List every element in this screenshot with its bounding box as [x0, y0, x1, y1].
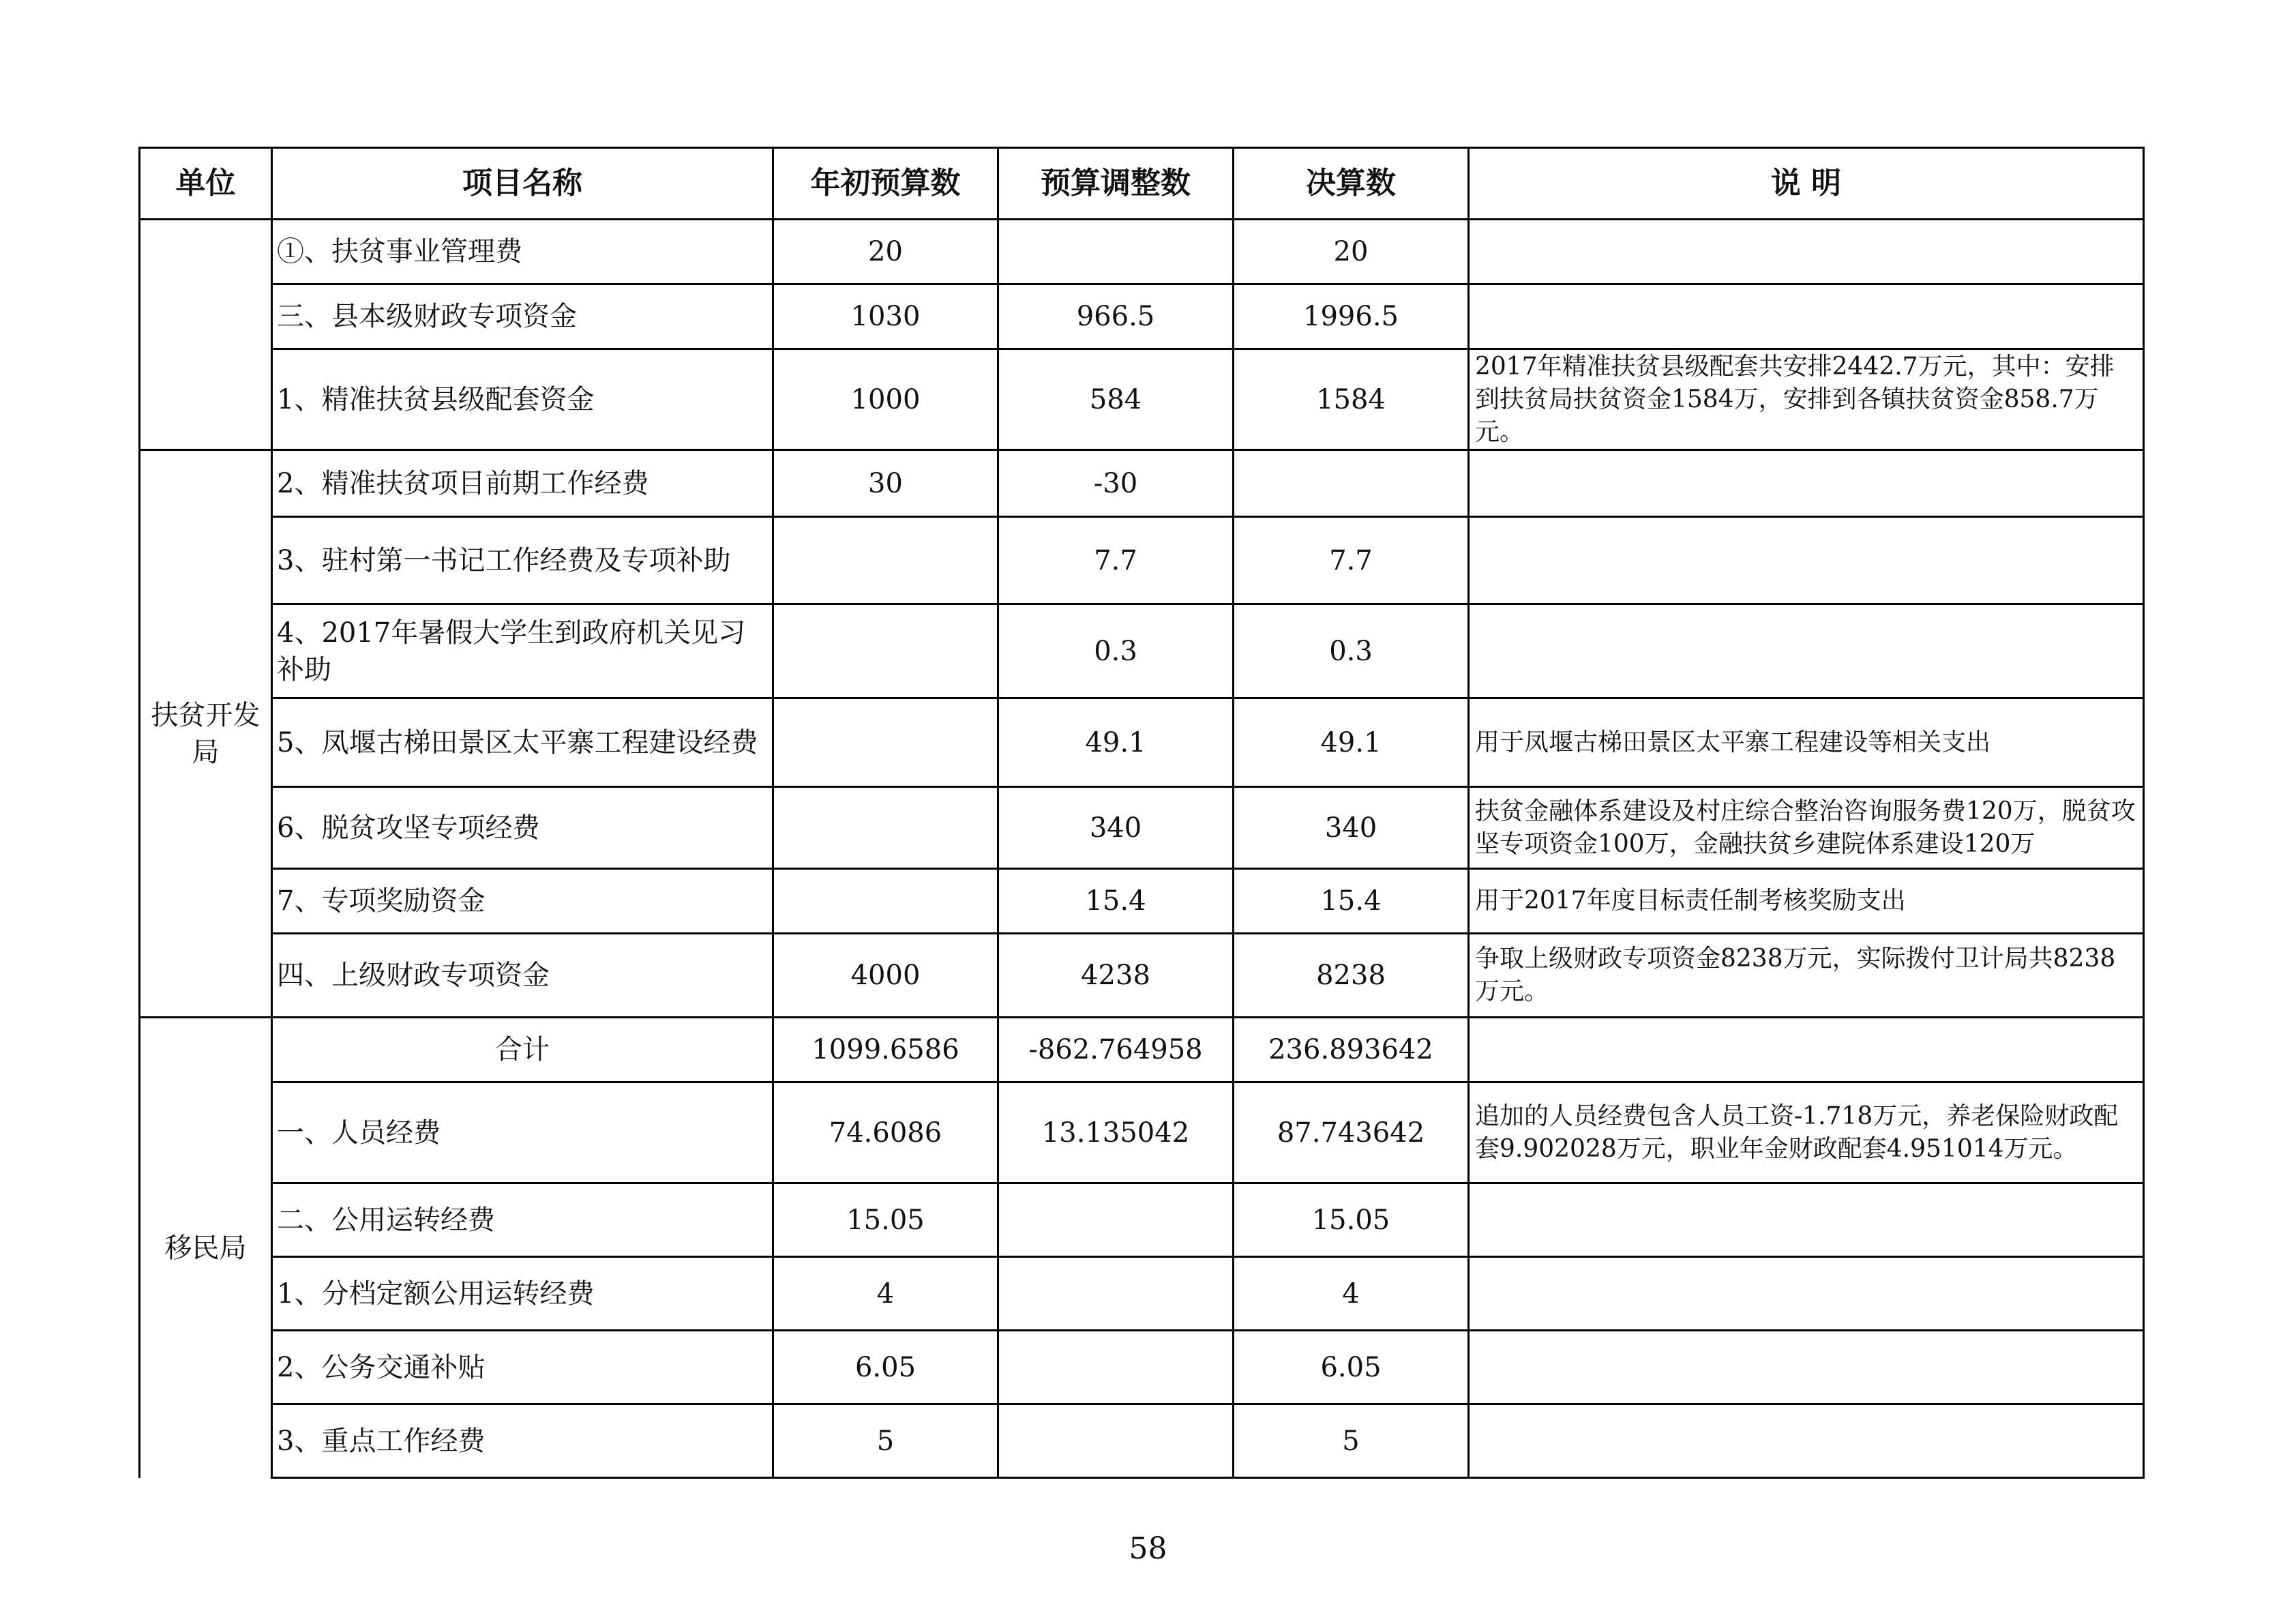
final-account-cell: 236.893642: [1234, 1018, 1469, 1082]
initial-budget-cell: 1099.6586: [773, 1018, 998, 1082]
table-row: [140, 1404, 2144, 1478]
adjustment-cell: [998, 1257, 1234, 1331]
adjustment-cell: -30: [998, 450, 1234, 517]
table-row: [140, 1183, 2144, 1257]
project-name-cell: 5、凤堰古梯田景区太平寨工程建设经费: [272, 698, 773, 787]
note-cell: [1469, 1018, 2144, 1082]
header-initial-budget: 年初预算数: [773, 148, 998, 220]
final-account-cell: 1996.5: [1234, 284, 1469, 349]
adjustment-cell: 13.135042: [998, 1082, 1234, 1183]
initial-budget-cell: 1030: [773, 284, 998, 349]
project-name-cell: 一、人员经费: [272, 1082, 773, 1183]
note-cell: [1469, 604, 2144, 698]
header-unit: 单位: [140, 148, 272, 220]
initial-budget-cell: 4: [773, 1257, 998, 1331]
initial-budget-cell: 30: [773, 450, 998, 517]
table-row: [140, 1082, 2144, 1183]
note-cell: [1469, 1331, 2144, 1404]
project-name-cell: 6、脱贫攻坚专项经费: [272, 787, 773, 869]
project-name-cell: 二、公用运转经费: [272, 1183, 773, 1257]
adjustment-cell: 340: [998, 787, 1234, 869]
adjustment-cell: 49.1: [998, 698, 1234, 787]
header-row: [140, 148, 2144, 220]
note-cell: 扶贫金融体系建设及村庄综合整治咨询服务费120万，脱贫攻坚专项资金100万，金融扶贫乡建院体系建设120万: [1469, 787, 2144, 869]
adjustment-cell: 584: [998, 349, 1234, 450]
project-name-cell: 1、分档定额公用运转经费: [272, 1257, 773, 1331]
adjustment-cell: [998, 1183, 1234, 1257]
project-name-cell: 4、2017年暑假大学生到政府机关见习补助: [272, 604, 773, 698]
note-cell: 用于2017年度目标责任制考核奖励支出: [1469, 869, 2144, 934]
unit-cell-resettlement: 移民局: [140, 1018, 272, 1478]
final-account-cell: 49.1: [1234, 698, 1469, 787]
note-cell: [1469, 1404, 2144, 1478]
initial-budget-cell: 15.05: [773, 1183, 998, 1257]
final-account-cell: 8238: [1234, 934, 1469, 1018]
project-name-cell: 3、重点工作经费: [272, 1404, 773, 1478]
unit-cell-poverty-alleviation: 扶贫开发局: [140, 450, 272, 1018]
initial-budget-cell: 1000: [773, 349, 998, 450]
header-budget-adjustment: 预算调整数: [998, 148, 1234, 220]
table-row: [140, 869, 2144, 934]
project-name-cell: ①、扶贫事业管理费: [272, 220, 773, 284]
project-name-cell: 四、上级财政专项资金: [272, 934, 773, 1018]
project-name-cell: 2、精准扶贫项目前期工作经费: [272, 450, 773, 517]
final-account-cell: 4: [1234, 1257, 1469, 1331]
final-account-cell: 15.05: [1234, 1183, 1469, 1257]
adjustment-cell: -862.764958: [998, 1018, 1234, 1082]
final-account-cell: 6.05: [1234, 1331, 1469, 1404]
final-account-cell: 15.4: [1234, 869, 1469, 934]
final-account-cell: 0.3: [1234, 604, 1469, 698]
table-row: [140, 450, 2144, 517]
note-cell: 追加的人员经费包含人员工资-1.718万元，养老保险财政配套9.902028万元，职业年金财政配套4.951014万元。: [1469, 1082, 2144, 1183]
project-name-cell: 3、驻村第一书记工作经费及专项补助: [272, 517, 773, 604]
budget-table: [138, 147, 2145, 1479]
project-name-cell: 合计: [272, 1018, 773, 1082]
initial-budget-cell: 20: [773, 220, 998, 284]
unit-cell-blank: [140, 220, 272, 450]
project-name-cell: 1、精准扶贫县级配套资金: [272, 349, 773, 450]
note-cell: 2017年精准扶贫县级配套共安排2442.7万元，其中：安排到扶贫局扶贫资金1584万，安排到各镇扶贫资金858.7万元。: [1469, 349, 2144, 450]
table-row: [140, 1018, 2144, 1082]
initial-budget-cell: [773, 787, 998, 869]
initial-budget-cell: 6.05: [773, 1331, 998, 1404]
final-account-cell: [1234, 450, 1469, 517]
table-row: [140, 787, 2144, 869]
adjustment-cell: 966.5: [998, 284, 1234, 349]
table-row: [140, 220, 2144, 284]
initial-budget-cell: [773, 698, 998, 787]
table-row: [140, 349, 2144, 450]
final-account-cell: 1584: [1234, 349, 1469, 450]
adjustment-cell: 15.4: [998, 869, 1234, 934]
adjustment-cell: [998, 1404, 1234, 1478]
table-row: [140, 604, 2144, 698]
note-cell: [1469, 517, 2144, 604]
initial-budget-cell: [773, 604, 998, 698]
adjustment-cell: 0.3: [998, 604, 1234, 698]
initial-budget-cell: 74.6086: [773, 1082, 998, 1183]
final-account-cell: 7.7: [1234, 517, 1469, 604]
header-project-name: 项目名称: [272, 148, 773, 220]
header-final-account: 决算数: [1234, 148, 1469, 220]
adjustment-cell: 4238: [998, 934, 1234, 1018]
note-cell: [1469, 220, 2144, 284]
adjustment-cell: 7.7: [998, 517, 1234, 604]
final-account-cell: 340: [1234, 787, 1469, 869]
initial-budget-cell: [773, 517, 998, 604]
final-account-cell: 87.743642: [1234, 1082, 1469, 1183]
adjustment-cell: [998, 1331, 1234, 1404]
table-row: [140, 1257, 2144, 1331]
note-cell: 用于凤堰古梯田景区太平寨工程建设等相关支出: [1469, 698, 2144, 787]
note-cell: [1469, 1257, 2144, 1331]
note-cell: 争取上级财政专项资金8238万元，实际拨付卫计局共8238万元。: [1469, 934, 2144, 1018]
project-name-cell: 三、县本级财政专项资金: [272, 284, 773, 349]
table-row: [140, 934, 2144, 1018]
project-name-cell: 7、专项奖励资金: [272, 869, 773, 934]
table-row: [140, 517, 2144, 604]
note-cell: [1469, 284, 2144, 349]
adjustment-cell: [998, 220, 1234, 284]
table-row: [140, 698, 2144, 787]
note-cell: [1469, 1183, 2144, 1257]
final-account-cell: 5: [1234, 1404, 1469, 1478]
project-name-cell: 2、公务交通补贴: [272, 1331, 773, 1404]
header-note: 说 明: [1469, 148, 2144, 220]
note-cell: [1469, 450, 2144, 517]
initial-budget-cell: 4000: [773, 934, 998, 1018]
table-row: [140, 284, 2144, 349]
table-row: [140, 1331, 2144, 1404]
final-account-cell: 20: [1234, 220, 1469, 284]
initial-budget-cell: [773, 869, 998, 934]
initial-budget-cell: 5: [773, 1404, 998, 1478]
page-number: 58: [1129, 1531, 1167, 1566]
